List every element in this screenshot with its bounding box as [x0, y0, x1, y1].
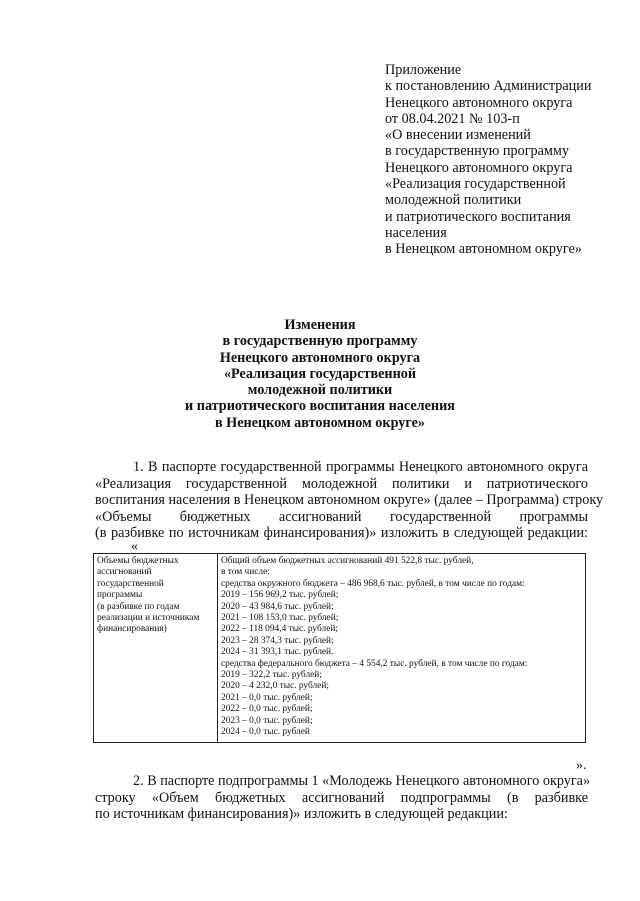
- cell-line: финансирования): [97, 624, 167, 635]
- title-line: и патриотического воспитания населения: [185, 398, 455, 415]
- cell-line: 2019 – 322,2 тыс. рублей;: [221, 670, 322, 681]
- open-quote: «: [131, 539, 138, 554]
- close-quote: ».: [576, 758, 587, 773]
- cell-line: 2023 – 28 374,3 тыс. рублей;: [221, 635, 334, 646]
- cell-line: ассигнований: [97, 567, 152, 578]
- appendix-line: «О внесении изменений: [385, 127, 531, 144]
- cell-line: 2024 – 0,0 тыс. рублей: [221, 727, 310, 738]
- paragraph-line: «Объемы бюджетных ассигнований государственной программы: [95, 508, 588, 525]
- title-line: «Реализация государственной: [223, 365, 417, 382]
- row-header-cell: [94, 554, 218, 743]
- cell-line: 2019 – 156 969,2 тыс. рублей;: [221, 590, 339, 601]
- cell-line: реализации и источникам: [97, 613, 200, 624]
- cell-line: (в разбивке по годам: [97, 601, 180, 612]
- cell-line: 2024 – 31 393,1 тыс. рублей.: [221, 647, 334, 658]
- paragraph-line: по источникам финансирования)» изложить в следующей редакции:: [95, 806, 508, 822]
- paragraph-line: (в разбивке по источникам финансирования)» изложить в следующей редакции:: [95, 525, 588, 541]
- budget-table: [93, 553, 586, 743]
- appendix-line: к постановлению Администрации: [385, 78, 592, 95]
- paragraph-line: 1. В паспорте государственной программы Ненецкого автономного округа: [133, 459, 588, 475]
- cell-line: Общий объем бюджетных ассигнований 491 522,8 тыс. рублей,: [221, 556, 474, 566]
- cell-line: 2023 – 0,0 тыс. рублей;: [221, 715, 313, 726]
- appendix-header: [385, 62, 635, 258]
- appendix-line: и патриотического воспитания: [385, 208, 571, 225]
- cell-line: Объемы бюджетных: [97, 556, 179, 566]
- appendix-line: от 08.04.2021 № 103-п: [385, 110, 520, 127]
- paragraph-2: [95, 773, 591, 823]
- title-line: молодежной политики: [247, 382, 393, 399]
- paragraph-line: 2. В паспорте подпрограммы 1 «Молодежь Ненецкого автономного округа»: [133, 773, 591, 789]
- paragraph-1: [95, 459, 604, 542]
- title-line: в Ненецком автономном округе»: [214, 414, 426, 431]
- appendix-line: Приложение: [385, 62, 462, 78]
- cell-line: средства окружного бюджета – 486 968,6 тыс. рублей, в том числе по годам:: [221, 578, 525, 589]
- document-title: [60, 317, 580, 431]
- cell-line: 2020 – 43 984,6 тыс. рублей;: [221, 601, 334, 612]
- appendix-line: в Ненецком автономном округе»: [385, 241, 582, 258]
- cell-line: 2021 – 108 153,0 тыс. рублей;: [221, 613, 339, 624]
- appendix-line: населения: [385, 224, 447, 241]
- cell-line: в том числе:: [221, 567, 270, 578]
- title-line: Изменения: [284, 317, 356, 333]
- appendix-line: «Реализация государственной: [385, 176, 566, 193]
- title-line: в государственную программу: [222, 333, 418, 350]
- table-row: [94, 554, 586, 743]
- paragraph-line: воспитания населения в Ненецком автономном округе» (далее – Программа) строку: [95, 492, 604, 508]
- paragraph-line: строку «Объем бюджетных ассигнований подпрограммы (в разбивке: [95, 789, 588, 806]
- paragraph-line: «Реализация государственной молодежной политики и патриотического: [95, 475, 588, 492]
- title-line: Ненецкого автономного округа: [219, 349, 421, 366]
- appendix-line: Ненецкого автономного округа: [385, 159, 573, 176]
- cell-line: 2022 – 118 094,4 тыс. рублей;: [221, 624, 338, 635]
- appendix-line: молодежной политики: [385, 192, 522, 209]
- cell-line: 2022 – 0,0 тыс. рублей;: [221, 704, 313, 715]
- cell-line: государственной: [97, 578, 164, 589]
- cell-line: средства федерального бюджета – 4 554,2 тыс. рублей, в том числе по годам:: [221, 658, 528, 669]
- appendix-line: в государственную программу: [385, 143, 569, 160]
- cell-line: 2021 – 0,0 тыс. рублей;: [221, 692, 313, 703]
- appendix-line: Ненецкого автономного округа: [385, 94, 573, 111]
- cell-line: 2020 – 4 232,0 тыс. рублей;: [221, 681, 329, 692]
- row-value-cell: [218, 554, 586, 743]
- cell-line: программы: [97, 590, 143, 601]
